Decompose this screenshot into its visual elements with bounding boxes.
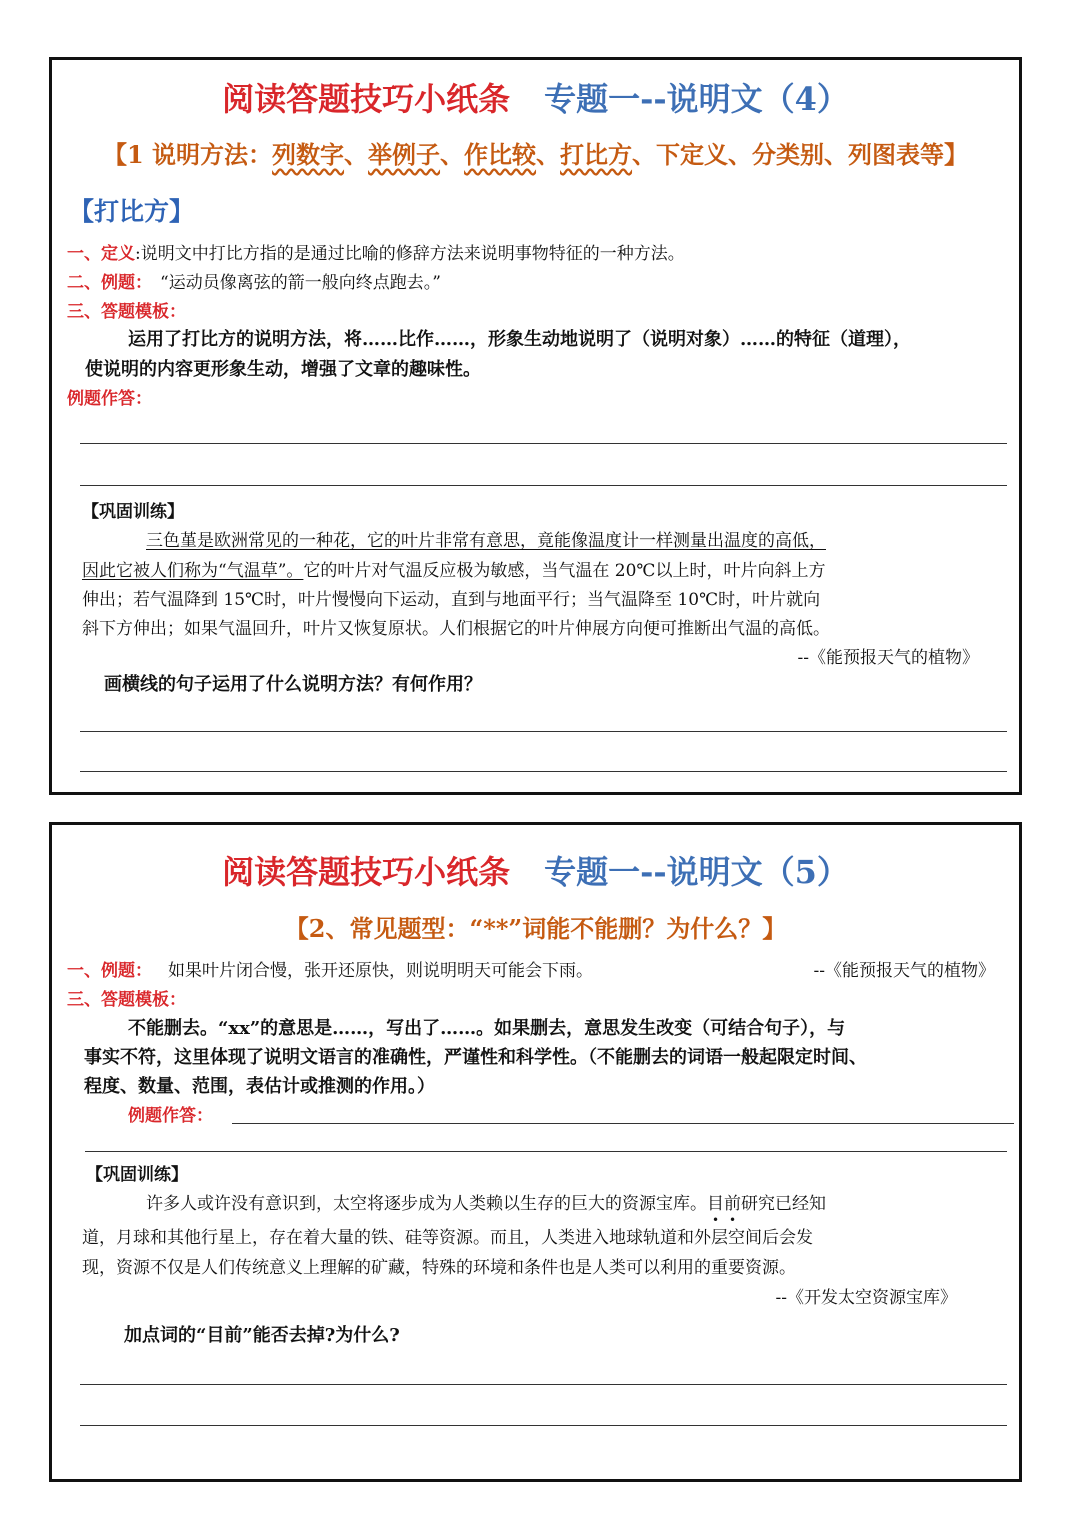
passage-source: --《开发太空资源宝库》 (775, 1288, 957, 1308)
template-line-1: 不能删去。“xx”的意思是……，写出了……。如果删去，意思发生改变（可结合句子），与 (128, 1018, 846, 1039)
answer-line-1[interactable] (232, 1123, 1014, 1124)
practice-question: 加点词的“目前”能否去掉?为什么? (124, 1325, 400, 1346)
practice-answer-line-2[interactable] (80, 1425, 1007, 1426)
tip-card-5 (49, 822, 1022, 1482)
underlined-sentence-1: 三色堇是欧洲常见的一种花，它的叶片非常有意思，竟能像温度计一样测量出温度的高低， (146, 531, 826, 551)
example-line (67, 956, 593, 981)
passage-line-1 (146, 526, 826, 551)
template-label: 三、答题模板： (67, 990, 186, 1010)
passage-line-2 (82, 556, 825, 581)
answer-line-1[interactable] (80, 443, 1007, 444)
title-main: 阅读答题技巧小纸条 (222, 853, 511, 891)
method-list-digits: 列数字 (272, 140, 345, 169)
method-analogy: 打比方 (560, 140, 633, 169)
dotted-word-char-1: 目 (707, 1194, 724, 1214)
answer-label: 例题作答： (128, 1106, 213, 1126)
passage-line-1 (146, 1189, 826, 1214)
card-title (52, 74, 1019, 120)
definition-label: 一、定义 (67, 244, 135, 264)
sep: 、 (344, 140, 369, 169)
dotted-word-char-2: 前 (724, 1194, 741, 1214)
passage-text: 许多人或许没有意识到，太空将逐步成为人类赖以生存的巨大的资源宝库。 (146, 1194, 707, 1214)
definition-line (67, 239, 685, 264)
card-title (52, 847, 1019, 893)
template-label: 三、答题模板： (67, 302, 186, 322)
passage-text: 它的叶片对气温反应极为敏感，当气温在 20℃以上时，叶片向斜上方 (303, 561, 826, 581)
passage-line-4: 斜下方伸出；如果气温回升，叶片又恢复原状。人们根据它的叶片伸展方向便可推断出气温的高低。 (82, 619, 830, 639)
title-topic: 专题一--说明文（4） (544, 80, 849, 118)
passage-line-3: 伸出；若气温降到 15℃时，叶片慢慢向下运动，直到与地面平行；当气温降至 10℃时，叶片就向 (82, 590, 821, 610)
topic-question-type: 【2、常见题型：“**”词能不能删？为什么？】 (284, 914, 787, 943)
topic-prefix: 【1 说明方法： (102, 140, 273, 169)
answer-line-2[interactable] (85, 1151, 1007, 1152)
example-source: --《能预报天气的植物》 (813, 961, 995, 981)
template-line-3: 程度、数量、范围，表估计或推测的作用。） (84, 1076, 435, 1097)
topic-rest: 、下定义、分类别、列图表等】 (632, 140, 969, 169)
template-line-2: 使说明的内容更形象生动，增强了文章的趣味性。 (85, 359, 481, 380)
example-label: 二、例题： (67, 273, 152, 293)
practice-answer-line-1[interactable] (80, 731, 1007, 732)
method-comparison: 作比较 (464, 140, 537, 169)
template-line-1: 运用了打比方的说明方法，将……比作……，形象生动地说明了（说明对象）……的特征（道理）， (128, 329, 911, 350)
answer-label: 例题作答： (67, 389, 152, 409)
practice-answer-line-1[interactable] (80, 1384, 1007, 1385)
example-text: 如果叶片闭合慢，张开还原快，则说明明天可能会下雨。 (168, 961, 593, 981)
example-line (67, 268, 441, 293)
passage-text: 研究已经知 (741, 1194, 826, 1214)
template-line-2: 事实不符，这里体现了说明文语言的准确性，严谨性和科学性。（不能删去的词语一般起限定时间、 (84, 1047, 867, 1068)
passage-line-3: 现，资源不仅是人们传统意义上理解的矿藏，特殊的环境和条件也是人类可以利用的重要资源。 (82, 1258, 796, 1278)
practice-label: 【巩固训练】 (82, 502, 184, 522)
example-label: 一、例题： (67, 961, 152, 981)
subheading-analogy: 【打比方】 (69, 197, 195, 226)
practice-label: 【巩固训练】 (86, 1165, 188, 1185)
answer-line-2[interactable] (80, 485, 1007, 486)
title-topic: 专题一--说明文（5） (544, 853, 849, 891)
passage-source: --《能预报天气的植物》 (797, 648, 979, 668)
sep: 、 (536, 140, 561, 169)
sep: 、 (440, 140, 465, 169)
title-main: 阅读答题技巧小纸条 (222, 80, 511, 118)
definition-text: :说明文中打比方指的是通过比喻的修辞方法来说明事物特征的一种方法。 (135, 244, 685, 264)
passage-line-2: 道，月球和其他行星上，存在着大量的铁、硅等资源。而且，人类进入地球轨道和外层空间后会发 (82, 1228, 813, 1248)
topic-methods (52, 135, 1019, 170)
practice-question: 画横线的句子运用了什么说明方法？有何作用？ (104, 674, 482, 695)
tip-card-4 (49, 57, 1022, 795)
method-examples: 举例子 (368, 140, 441, 169)
practice-answer-line-2[interactable] (80, 771, 1007, 772)
underlined-sentence-2: 因此它被人们称为“气温草”。 (82, 561, 304, 581)
example-text: “运动员像离弦的箭一般向终点跑去。” (160, 273, 441, 293)
